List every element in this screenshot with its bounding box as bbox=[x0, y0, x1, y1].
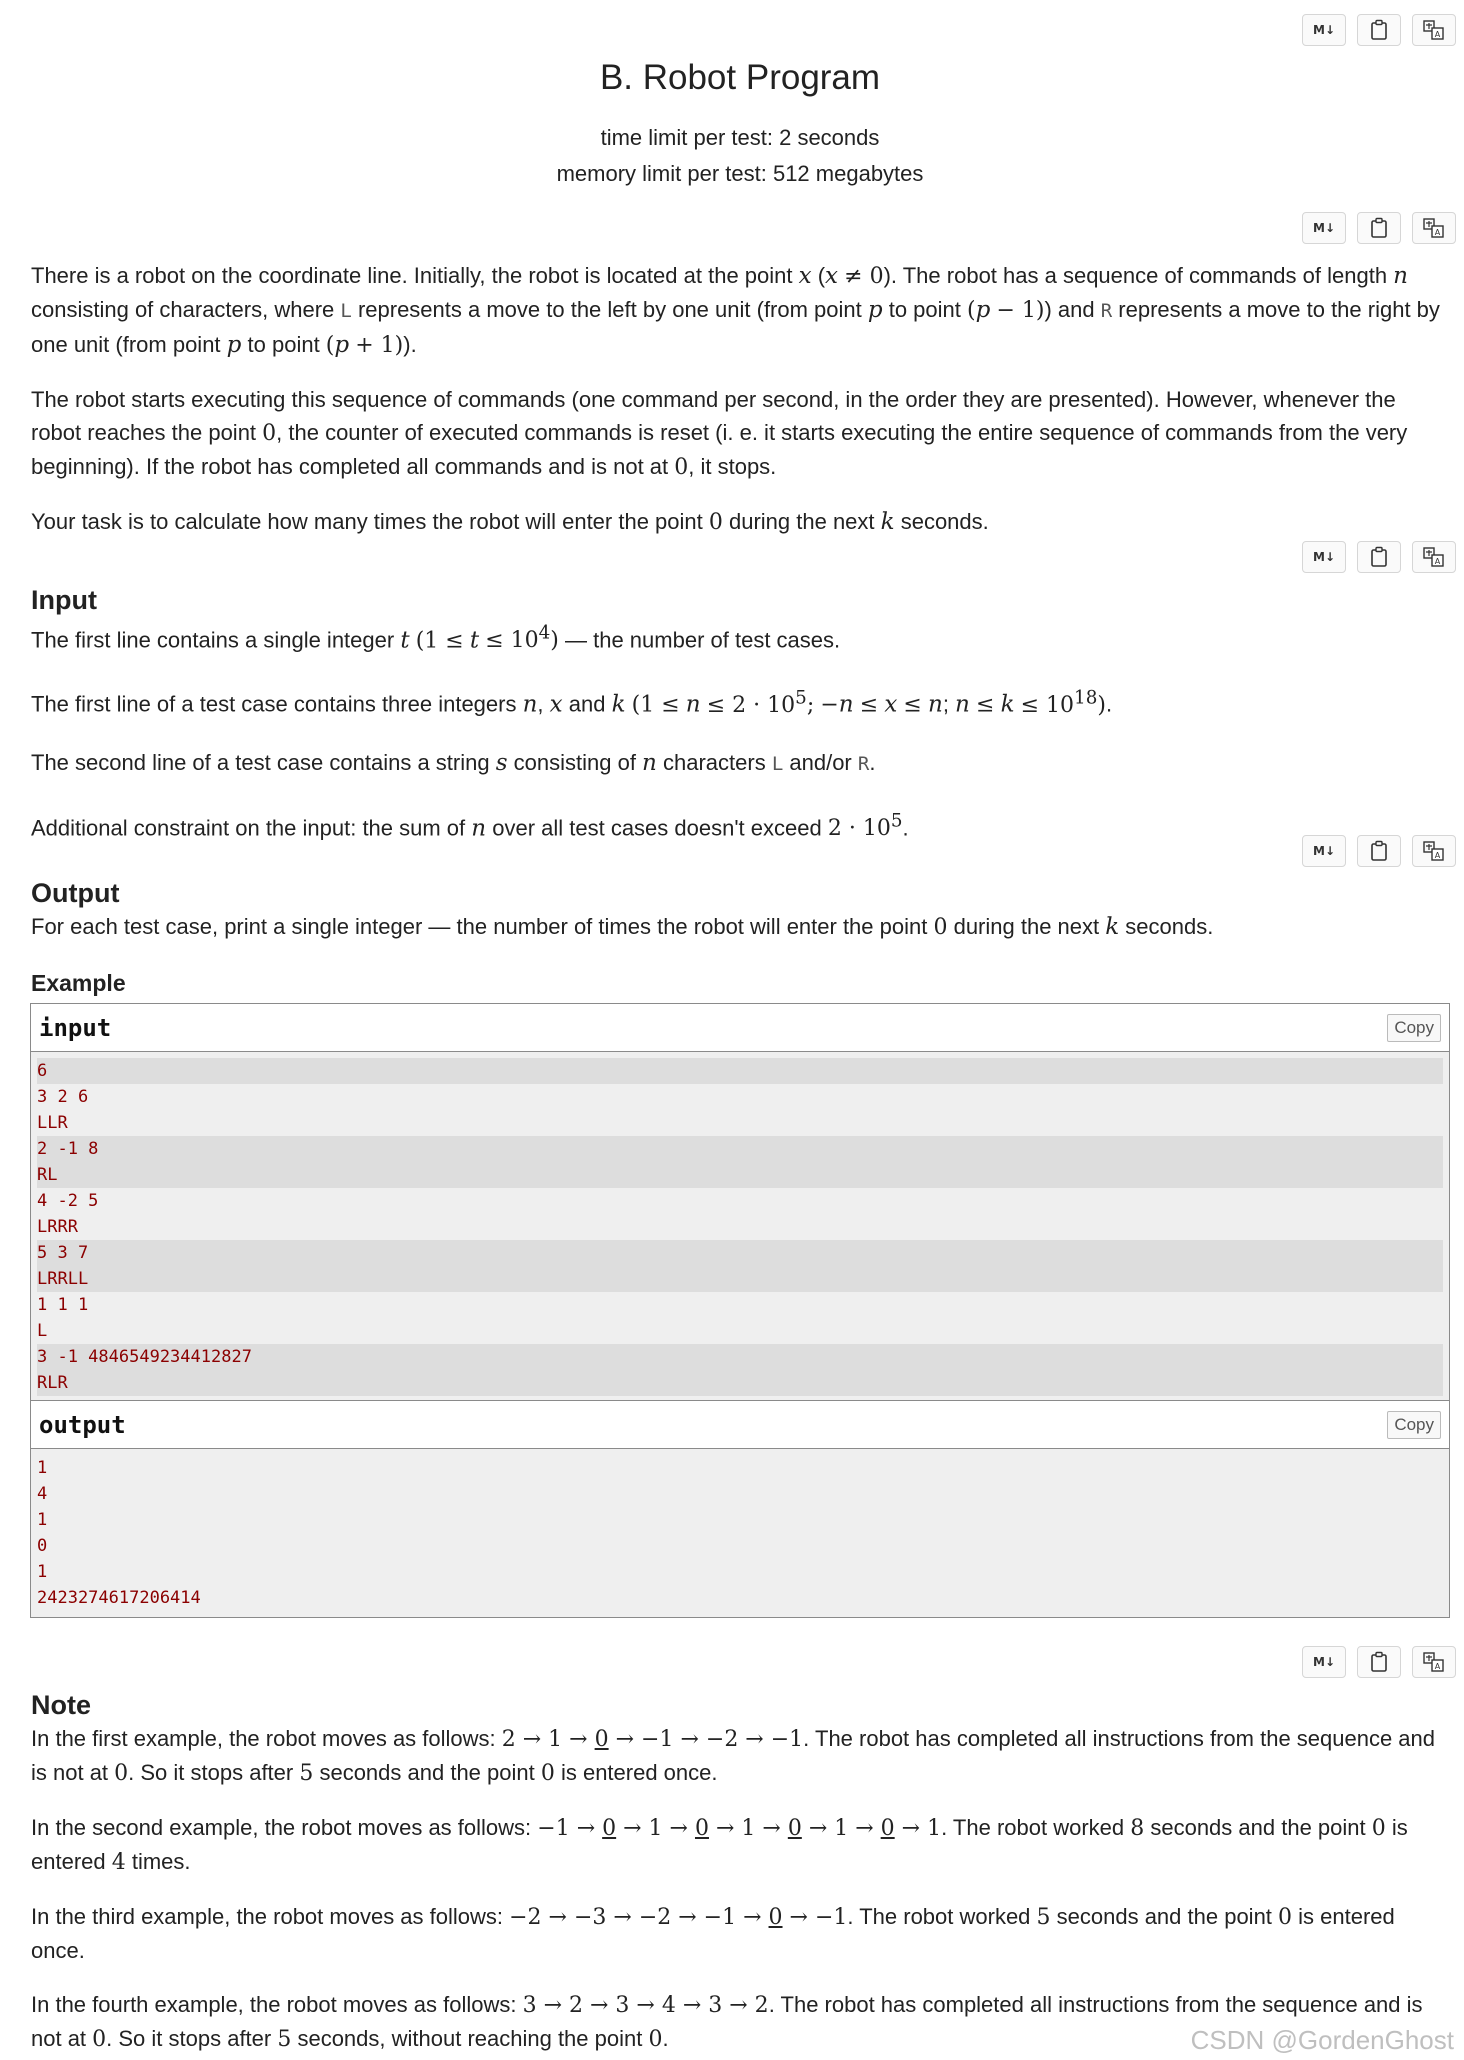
translate-icon bbox=[1422, 840, 1446, 862]
sample-input-line: RLR bbox=[37, 1370, 1443, 1396]
note-paragraph: In the second example, the robot moves as follows: −1 → 0 → 1 → 0 → 1 → 0 → 1 → 0 → 1. The robot worked 8 seconds and the point 0 is entered 4 times. bbox=[31, 1815, 1408, 1875]
markdown-icon: M↓ bbox=[1313, 844, 1335, 858]
clipboard-icon bbox=[1370, 217, 1388, 239]
output-paragraph: For each test case, print a single integer — the number of times the robot will enter the point 0 during the next k seconds. bbox=[31, 914, 1214, 940]
note-paragraph: In the first example, the robot moves as follows: 2 → 1 → 0 → −1 → −2 → −1. The robot has completed all instructions from the sequence and is not at 0. So it stops after 5 seconds and the point 0 is entered once. bbox=[31, 1726, 1436, 1786]
sample-input-label: input bbox=[39, 1013, 112, 1042]
sample-input-line: LRRLL bbox=[37, 1266, 1443, 1292]
output-toolbar bbox=[1302, 835, 1456, 867]
copy-statement-button[interactable] bbox=[1357, 835, 1401, 867]
sample-input-line: 4 -2 5 bbox=[37, 1191, 99, 1211]
sample-input-line: 6 bbox=[37, 1058, 1443, 1084]
translate-icon bbox=[1422, 217, 1446, 239]
svg-text:A: A bbox=[1434, 851, 1441, 860]
sample-output-label: output bbox=[39, 1410, 126, 1439]
sample-input-line: 3 -1 4846549234412827 bbox=[37, 1344, 1443, 1370]
statement-paragraph: There is a robot on the coordinate line. Initially, the robot is located at the point x (x ≠ 0). The robot has a sequence of commands of length n consisting of characters, where L represents a move to the left by one unit (from point p to point (p − 1)) and R represents a move to the right by one unit (from point p to point (p + 1)). bbox=[31, 263, 1440, 358]
input-section bbox=[31, 583, 1451, 845]
statement-paragraph: Your task is to calculate how many times the robot will enter the point 0 during the next k seconds. bbox=[31, 509, 989, 535]
copy-statement-button[interactable] bbox=[1357, 541, 1401, 573]
sample-input-line: 3 2 6 bbox=[37, 1087, 89, 1107]
sample-output-line: 1 bbox=[37, 1510, 48, 1530]
translate-button[interactable] bbox=[1412, 212, 1456, 244]
example-title: Example bbox=[31, 970, 126, 996]
input-title: Input bbox=[31, 585, 97, 615]
input-paragraph: The second line of a test case contains a string s consisting of n characters L and/or R. bbox=[31, 749, 876, 776]
sample-output bbox=[30, 1400, 1450, 1618]
watermark: CSDN @GordenGhost bbox=[1190, 2025, 1454, 2055]
output-section bbox=[31, 876, 1451, 998]
problem-statement bbox=[31, 259, 1451, 539]
sample-input-header bbox=[31, 1004, 1449, 1052]
note-paragraph: In the third example, the robot moves as follows: −2 → −3 → −2 → −1 → 0 → −1. The robot worked 5 seconds and the point 0 is entered once. bbox=[31, 1904, 1395, 1963]
sample-output-body bbox=[31, 1449, 1449, 1617]
sample-output-line: 2423274617206414 bbox=[37, 1588, 201, 1608]
sample-output-header bbox=[31, 1401, 1449, 1449]
copy-output-button[interactable]: Copy bbox=[1387, 1411, 1441, 1439]
translate-button[interactable] bbox=[1412, 541, 1456, 573]
time-limit: time limit per test: 2 seconds bbox=[600, 125, 880, 150]
clipboard-icon bbox=[1370, 840, 1388, 862]
markdown-button[interactable] bbox=[1302, 1646, 1346, 1678]
markdown-icon: M↓ bbox=[1313, 23, 1335, 37]
note-paragraph: In the fourth example, the robot moves as follows: 3 → 2 → 3 → 4 → 3 → 2. The robot has completed all instructions from the sequence and is not at 0. So it stops after 5 seconds, without reaching the point 0. bbox=[31, 1992, 1423, 2052]
note-title: Note bbox=[31, 1690, 91, 1720]
note-section bbox=[31, 1688, 1451, 2056]
translate-button[interactable] bbox=[1412, 835, 1456, 867]
markdown-button[interactable] bbox=[1302, 541, 1346, 573]
copy-input-button[interactable]: Copy bbox=[1387, 1014, 1441, 1042]
svg-text:A: A bbox=[1434, 30, 1441, 39]
translate-icon bbox=[1422, 19, 1446, 41]
clipboard-icon bbox=[1370, 19, 1388, 41]
sample-input-line: 5 3 7 bbox=[37, 1240, 1443, 1266]
translate-icon bbox=[1422, 1651, 1446, 1673]
copy-statement-button[interactable] bbox=[1357, 1646, 1401, 1678]
markdown-button[interactable] bbox=[1302, 212, 1346, 244]
markdown-button[interactable] bbox=[1302, 835, 1346, 867]
svg-text:A: A bbox=[1434, 228, 1441, 237]
sample-input bbox=[30, 1003, 1450, 1403]
input-paragraph: Additional constraint on the input: the sum of n over all test cases doesn't exceed $2 \cdot 10^5$. bbox=[31, 810, 909, 841]
sample-output-line: 0 bbox=[37, 1536, 48, 1556]
markdown-icon: M↓ bbox=[1313, 221, 1335, 235]
svg-text:A: A bbox=[1434, 1662, 1441, 1671]
problem-header bbox=[0, 58, 1464, 192]
memory-limit: memory limit per test: 512 megabytes bbox=[556, 161, 924, 186]
problem-title: B. Robot Program bbox=[599, 58, 881, 97]
markdown-icon: M↓ bbox=[1313, 1655, 1335, 1669]
sample-output-line: 1 bbox=[37, 1562, 48, 1582]
statement-paragraph: The robot starts executing this sequence of commands (one command per second, in the order they are presented). However, whenever the robot reaches the point 0, the counter of executed commands is reset (i. e. it starts executing the entire sequence of commands from the very beginning). If the robot has completed all commands and is not at 0, it stops. bbox=[31, 387, 1408, 480]
input-paragraph: The first line contains a single integer t $(1 \le t \le 10^4)$ — the number of test cases. bbox=[31, 623, 841, 654]
clipboard-icon bbox=[1370, 1651, 1388, 1673]
input-paragraph: The first line of a test case contains three integers n, x and k ($1 \le n \le 2 \cdot 10^5$; −n ≤ x ≤ n; $n \le k \le 10^{18}$). bbox=[31, 687, 1113, 718]
markdown-button[interactable] bbox=[1302, 14, 1346, 46]
input-toolbar bbox=[1302, 541, 1456, 573]
translate-button[interactable] bbox=[1412, 1646, 1456, 1678]
markdown-icon: M↓ bbox=[1313, 550, 1335, 564]
sample-input-line: LLR bbox=[37, 1113, 68, 1133]
sample-input-line: 1 1 1 bbox=[37, 1295, 89, 1315]
sample-input-line: L bbox=[37, 1321, 48, 1341]
output-title: Output bbox=[31, 878, 120, 908]
sample-input-line: RL bbox=[37, 1162, 1443, 1188]
sample-output-line: 4 bbox=[37, 1484, 48, 1504]
translate-icon bbox=[1422, 546, 1446, 568]
note-toolbar bbox=[1302, 1646, 1456, 1678]
translate-button[interactable] bbox=[1412, 14, 1456, 46]
header-toolbar bbox=[1302, 14, 1456, 46]
sample-input-line: LRRR bbox=[37, 1217, 78, 1237]
copy-statement-button[interactable] bbox=[1357, 212, 1401, 244]
sample-output-line: 1 bbox=[37, 1458, 48, 1478]
sample-input-line: 2 -1 8 bbox=[37, 1136, 1443, 1162]
copy-statement-button[interactable] bbox=[1357, 14, 1401, 46]
statement-toolbar bbox=[1302, 212, 1456, 244]
clipboard-icon bbox=[1370, 546, 1388, 568]
sample-input-body bbox=[31, 1052, 1449, 1402]
svg-text:A: A bbox=[1434, 557, 1441, 566]
